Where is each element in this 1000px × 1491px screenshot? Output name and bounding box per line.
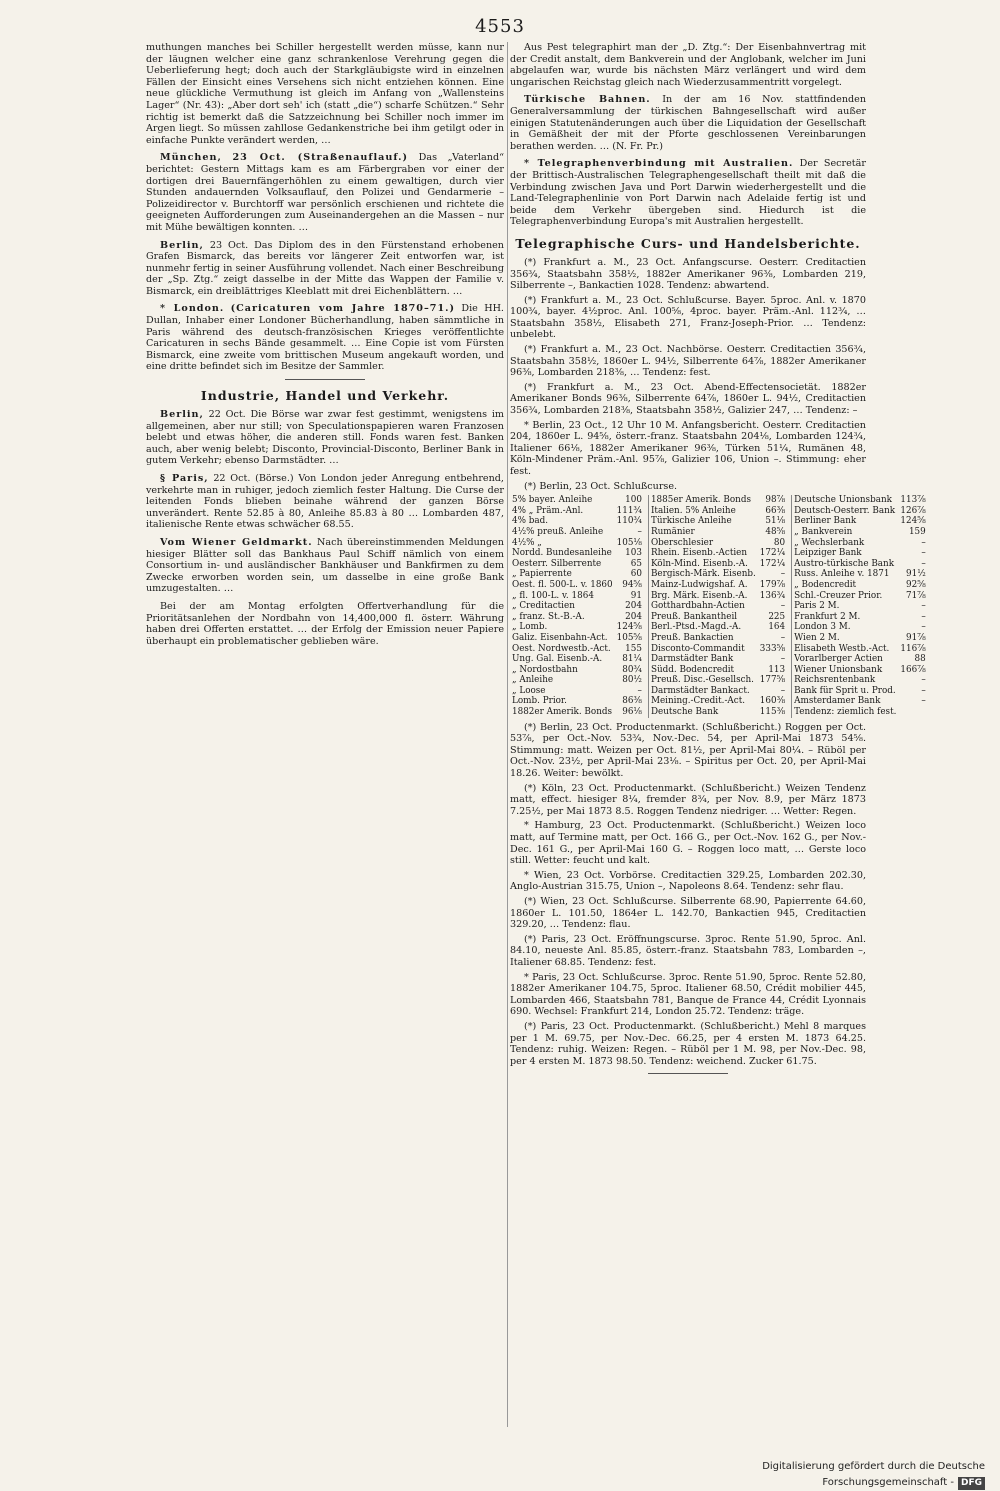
table-cell-value: 124⅝ (900, 516, 926, 527)
report-wien-vorboerse: * Wien, 23 Oct. Vorbörse. Creditactien 329.25, Lombarden 202.30, Anglo-Austrian 315.75, Union –, Napoleons 8.64. Tendenz: sehr flau. (510, 869, 866, 893)
article-paris (146, 473, 504, 531)
table-cell-value: 103 (615, 548, 649, 559)
table-cell-label: London 3 M. (794, 622, 851, 633)
table-cell-value: 159 (908, 526, 926, 537)
table-cell-value: – (921, 622, 926, 633)
article-berlin (146, 240, 504, 298)
table-cell-label: 1882er Amerik. Bonds (512, 707, 613, 718)
table-cell-value: 164 (758, 622, 792, 633)
table-row (510, 665, 928, 676)
table-cell-label: Oberschlesier (650, 537, 714, 548)
table-cell-value: 166⅞ (900, 664, 926, 675)
table-cell-value: 91⅞ (906, 632, 926, 643)
right-column (510, 42, 926, 1080)
table-row (510, 612, 928, 623)
table-cell-value: 60 (615, 569, 649, 580)
table-cell-label: Köln-Mind. Eisenb.-A. (650, 558, 748, 569)
report-berlin-anfang: * Berlin, 23 Oct., 12 Uhr 10 M. Anfangsbericht. Oesterr. Creditactien 204, 1860er L. 94⅝, österr.-franz. Staatsbahn 204⅛, Lombarden 124¾, Italiener 66⅛, 1882er Amerikaner 96⅜, Türken 51¼, Rumänen 48, Köln-Mindener Präm.-Anl. 95⅞, Galizier 106, Union –. Stimmung: eher fest. (510, 419, 866, 477)
section-title-industrie: Industrie, Handel und Verkehr. (200, 388, 450, 404)
table-cell-value: 80 (758, 538, 792, 549)
table-row (510, 686, 928, 697)
article-prioritaet: Bei der am Montag erfolgten Offertverhandlung für die Prioritätsanlehen der Nordbahn von 14,400,000 fl. österr. Währung haben drei Offerten erstattet. … der Erfolg der Emission neuer Papiere überhaupt ein problematischer geblieben wäre. (146, 600, 504, 647)
table-cell-label: Gotthardbahn-Actien (650, 601, 745, 612)
table-cell-value: 113 (758, 665, 792, 676)
separator (285, 379, 365, 380)
table-cell-label: Meining.-Credit.-Act. (650, 696, 746, 707)
table-cell-label: „ Anleihe (512, 675, 554, 686)
table-cell-value: 126⅞ (900, 505, 926, 516)
section-title-telegraphisch: Telegraphische Curs- und Handelsberichte. (515, 235, 861, 251)
table-cell-value: – (758, 654, 792, 665)
table-cell-value: 179⅞ (758, 580, 792, 591)
table-cell-value: 94⅝ (615, 580, 649, 591)
table-cell-value: – (921, 685, 926, 696)
table-cell-label: Frankfurt 2 M. (794, 611, 861, 622)
table-cell-label: Preuß. Bankantheil (650, 611, 738, 622)
table-cell-value: 160⅜ (758, 696, 792, 707)
report-wien-schluss: (*) Wien, 23 Oct. Schlußcurse. Silberrente 68.90, Papierrente 64.60, 1860er L. 101.50, 1864er L. 142.70, Bankactien 945, Creditactien 329.20, … Tendenz: flau. (510, 895, 866, 931)
curs-table-body (510, 495, 928, 717)
table-cell-value: – (921, 611, 926, 622)
table-cell-label: Berliner Bank (794, 516, 857, 527)
article-london (146, 303, 504, 373)
table-cell-value (898, 707, 927, 718)
table-cell-label: Rumänier (650, 526, 695, 537)
end-separator (648, 1073, 728, 1074)
table-row (510, 601, 928, 612)
table-cell-value: – (758, 569, 792, 580)
table-cell-value: 65 (615, 559, 649, 570)
table-cell-label: Paris 2 M. (794, 601, 840, 612)
article-wiener-geldmarkt (146, 537, 504, 595)
table-cell-label: Nordd. Bundesanleihe (512, 548, 612, 559)
table-row (510, 707, 928, 718)
article-telegraphenverbindung (510, 158, 866, 228)
table-cell-value: 96⅛ (615, 707, 649, 718)
table-cell-label: 4½% preuß. Anleihe (512, 526, 604, 537)
table-cell-value: 172¼ (758, 548, 792, 559)
table-row (510, 675, 928, 686)
table-cell-value: 105⅛ (615, 538, 649, 549)
table-cell-label: „ franz. St.-B.-A. (512, 611, 585, 622)
table-cell-label: Darmstädter Bank (650, 654, 734, 665)
table-cell-label: Galiz. Eisenbahn-Act. (512, 632, 608, 643)
subheading-london: (Caricaturen vom Jahre 1870–71.) (230, 303, 456, 315)
table-cell-value: 111¾ (615, 506, 649, 517)
subheading-muenchen: 23 Oct. (Straßenauflauf.) (232, 152, 409, 164)
text-muenchen: Das „Vaterland“ berichtet: Gestern Mittags kam es am Färbergraben vor einer der dortigen drei Bauernfängerhöhlen zu einem gewaltigen, durch vier Stunden andauernden Volksauflauf, den Polizei und Gendarmerie – Polizeidirector v. Burchtorff war persönlich erschienen und richtete die geeigneten Aufforderungen zum Auseinandergehen an die Massen – nur mit Mühe bewältigen konnten. … (146, 152, 504, 233)
table-cell-label: Oest. Nordwestb.-Act. (512, 643, 611, 654)
table-cell-label: Preuß. Bankactien (650, 632, 734, 643)
table-cell-label: 4% bad. (512, 516, 549, 527)
table-cell-label: Türkische Anleihe (650, 516, 732, 527)
table-cell-label: „ Loose (512, 685, 546, 696)
table-cell-label: Darmstädter Bankact. (650, 685, 750, 696)
heading-london: * London. (160, 303, 225, 315)
text-paris: 22 Oct. (Börse.) Von London jeder Anregung entbehrend, verkehrte man in ruhiger, jedoch ziemlich fester Haltung. Die Curse der leitenden Fonds blieben beinahe während der ganzen Börse unverändert. Rente 52.85 à 80, Anleihe 85.83 à 80 … Lombarden 487, italienische Rente etwas schwächer 68.55. (146, 473, 504, 531)
table-cell-label: Deutsch-Oesterr. Bank (794, 505, 896, 516)
table-cell-label: „ Lomb. (512, 622, 548, 633)
table-cell-label: Lomb. Prior. (512, 696, 567, 707)
table-cell-label: „ Creditactien (512, 601, 575, 612)
table-cell-value: 71⅞ (906, 590, 926, 601)
report-frankfurt-schluss: (*) Frankfurt a. M., 23 Oct. Schlußcurse. Bayer. 5proc. Anl. v. 1870 100¾, bayer. 4½proc. Anl. 100⅝, 4proc. bayer. Präm.-Anl. 112¾, … Staatsbahn 358½, Elisabeth 271, Franz-Joseph-Prior. … Tendenz: unbelebt. (510, 294, 866, 341)
table-cell-label: „ fl. 100-L. v. 1864 (512, 590, 594, 601)
table-row (510, 527, 928, 538)
article-muenchen (146, 152, 504, 233)
text-telegraphenverbindung: Der Secretär der Brittisch-Australischen Telegraphengesellschaft theilt mit daß die Verbindung zwischen Java und Port Darwin wiederhergestellt und die Land-Telegraphenlinie von Port Darwin nach Adelaide fertig ist und beide dem Verkehr übergeben sind. Hiedurch ist die Telegraphenverbindung Europa's mit Australien hergestellt. (510, 158, 866, 228)
table-cell-value: – (921, 675, 926, 686)
heading-wiener-geldmarkt: Vom Wiener Geldmarkt. (160, 536, 313, 548)
report-hamburg: * Hamburg, 23 Oct. Productenmarkt. (Schlußbericht.) Weizen loco matt, auf Termine matt, per Oct. 166 G., per Oct.-Nov. 162 G., per Nov.-Dec. 161 G., per April-Mai 160 G. – Roggen loco matt, … Gerste loco still. Wetter: feucht und kalt. (510, 820, 866, 867)
table-cell-value: 66⅜ (758, 506, 792, 517)
table-cell-value: 116⅞ (900, 643, 926, 654)
table-cell-value: 136¾ (758, 591, 792, 602)
table-cell-label: Oest. fl. 500-L. v. 1860 (512, 579, 613, 590)
heading-paris: § Paris, (160, 473, 209, 484)
table-cell-label: Ung. Gal. Eisenb.-A. (512, 654, 603, 665)
table-cell-label: Brg. Märk. Eisenb.-A. (650, 590, 748, 601)
column-divider (507, 42, 508, 1427)
table-cell-label: Wien 2 M. (794, 632, 840, 643)
table-cell-value: 124⅝ (615, 622, 649, 633)
table-cell-value: – (921, 601, 926, 612)
heading-berlin-boerse: Berlin, (160, 409, 204, 421)
article-berlin-boerse (146, 409, 504, 467)
text-london: Die HH. Dullan, Inhaber einer Londoner Bücherhandlung, haben sämmtliche in Paris während des deutsch-französischen Krieges veröffentlichte Caricaturen in sechs Bände gesammelt. … Eine Copie ist vom Fürsten Bismarck, eine zweite vom brittischen Museum angekauft worden, und eine dritte befindet sich im Besitze der Sammler. (146, 303, 504, 373)
table-cell-value: – (921, 558, 926, 569)
table-cell-label: Vorarlberger Actien (794, 654, 883, 665)
table-cell-label: Russ. Anleihe v. 1871 (794, 569, 890, 580)
heading-berlin: Berlin, (160, 239, 204, 251)
table-cell-label: Leipziger Bank (794, 548, 862, 559)
table-cell-label: Disconto-Commandit (650, 643, 745, 654)
report-paris-schluss: * Paris, 23 Oct. Schlußcurse. 3proc. Rente 51.90, 5proc. Rente 52.80, 1882er Amerikaner 104.75, 5proc. Italiener 68.50, Crédit mobilier 445, Lombarden 466, Staatsbahn 781, Banque de France 44, Crédit Lyonnais 690. Wechsel: Frankfurt 214, London 25.72. Tendenz: träge. (510, 971, 866, 1018)
table-cell-value: 91½ (906, 569, 926, 580)
text-tuerkische-bahnen: In der am 16 Nov. stattfindenden Generalversammlung der türkischen Bahngesellschaft wird außer einigen Statutenänderungen auch über die Liquidation der Gesellschaft in Gemäßheit der mit der Pforte geschlossenen Vereinbarungen berathen werden. … (N. Fr. Pr.) (510, 94, 866, 152)
page-number: 4553 (475, 16, 525, 37)
table-cell-label: 1885er Amerik. Bonds (650, 495, 751, 506)
table-cell-label: Deutsche Unionsbank (794, 495, 892, 506)
table-cell-value: 48⅝ (758, 527, 792, 538)
table-cell-value: 98⅞ (758, 495, 792, 506)
heading-muenchen: München, (160, 152, 222, 164)
table-row (510, 495, 928, 506)
table-cell-label: Mainz-Ludwigshaf. A. (650, 579, 748, 590)
table-cell-label: Bergisch-Märk. Eisenb. (650, 569, 756, 580)
table-cell-value: 88 (914, 654, 926, 665)
table-cell-label: 4% „ Präm.-Anl. (512, 505, 584, 516)
table-row (510, 506, 928, 517)
table-cell-value: 172¼ (758, 559, 792, 570)
table-cell-value: 333⅝ (758, 644, 792, 655)
table-cell-value: – (921, 537, 926, 548)
berlin-table-heading: (*) Berlin, 23 Oct. Schlußcurse. (524, 480, 678, 492)
dfg-logo: DFG (958, 1477, 985, 1490)
table-row (510, 633, 928, 644)
text-berlin: 23 Oct. Das Diplom des in den Fürstenstand erhobenen Grafen Bismarck, das bereits vor längerer Zeit entworfen war, ist nunmehr fertig in seiner Ausführung vollendet. Nach einer Beschreibung der „Sp. Ztg.“ zeigt dasselbe in der Mitte das Wappen der Familie v. Bismarck, ein dreiblättriges Kleeblatt mit drei Eichenblättern. … (146, 239, 504, 297)
table-cell-value: 51⅛ (758, 516, 792, 527)
table-cell-value: 155 (615, 644, 649, 655)
report-paris-eroeffnung: (*) Paris, 23 Oct. Eröffnungscurse. 3proc. Rente 51.90, 5proc. Anl. 84.10, neueste Anl. 85.85, österr.-franz. Staatsbahn 783, Lombarden –, Italiener 68.85. Tendenz: fest. (510, 933, 866, 968)
article-tuerkische-bahnen (510, 94, 866, 152)
report-berlin-producten: (*) Berlin, 23 Oct. Productenmarkt. (Schlußbericht.) Roggen per Oct. 53⅞, per Oct.-Nov. 53¾, Nov.-Dec. 54, per April-Mai 1873 54⅝. Stimmung: matt. Weizen per Oct. 81½, per April-Mai 80¼. – Rüböl per Oct.-Nov. 23½, per April-Mai 23⅛. – Spiritus per Oct. 20, per April-Mai 18.26. Weiter: bewölkt. (510, 721, 866, 780)
table-row (510, 654, 928, 665)
table-cell-value: 225 (758, 612, 792, 623)
table-row (510, 622, 928, 633)
heading-tuerkische-bahnen: Türkische Bahnen. (524, 94, 651, 106)
table-cell-value: – (921, 548, 926, 559)
table-cell-label: Elisabeth Westb.-Act. (794, 643, 890, 654)
table-cell-label: Schl.-Creuzer Prior. (794, 590, 883, 601)
table-cell-label: „ Nordostbahn (512, 664, 578, 675)
digitization-footer (640, 1459, 985, 1488)
table-cell-value: 86⅜ (615, 696, 649, 707)
table-cell-label: Wiener Unionsbank (794, 664, 883, 675)
table-row (510, 580, 928, 591)
table-cell-label: „ Bankverein (794, 526, 853, 537)
berlin-curs-table (510, 495, 928, 717)
table-cell-value: 80½ (615, 675, 649, 686)
text-berlin-boerse: 22 Oct. Die Börse war zwar fest gestimmt, wenigstens im allgemeinen, aber nur still; von Speculationspapieren waren Franzosen belebt und etwas höher, die anderen still. Fonds waren fest. Banken auch, aber wenig belebt; Disconto, Provincial-Disconto, Berliner Bank in gutem Verkehr; ebenso Darmstädter. … (146, 409, 504, 467)
table-cell-value: 81¼ (615, 654, 649, 665)
table-row (510, 696, 928, 707)
table-cell-value: 115⅜ (758, 707, 792, 718)
table-cell-value: 80¾ (615, 665, 649, 676)
table-cell-value: – (615, 527, 649, 538)
table-cell-label: Reichsrentenbank (794, 675, 876, 686)
report-koeln: (*) Köln, 23 Oct. Productenmarkt. (Schlußbericht.) Weizen Tendenz matt, effect. hiesiger 8¼, fremder 8¾, per Nov. 8.9, per März 1873 7.25½, per Mai 1873 8.5. Roggen Tendenz niedriger. … Wetter: Regen. (510, 782, 866, 817)
table-row (510, 559, 928, 570)
table-cell-label: Preuß. Disc.-Gesellsch. (650, 675, 754, 686)
table-cell-label: Südd. Bodencredit (650, 664, 735, 675)
table-row (510, 548, 928, 559)
table-cell-label: Austro-türkische Bank (794, 558, 895, 569)
table-cell-label: Berl.-Ptsd.-Magd.-A. (650, 622, 742, 633)
table-cell-value: – (758, 633, 792, 644)
table-cell-value: – (921, 696, 926, 707)
table-row (510, 644, 928, 655)
left-column (146, 42, 504, 650)
report-paris-producten: (*) Paris, 23 Oct. Productenmarkt. (Schlußbericht.) Mehl 8 marques per 1 M. 69.75, per Nov.-Dec. 66.25, per 4 ersten M. 1873 64.25. Tendenz: ruhig. Weizen: Regen. – Rüböl per 1 M. 98, per Nov.-Dec. 98, per 4 ersten M. 1873 98.50. Tendenz: weichend. Zucker 61.75. (510, 1020, 866, 1067)
table-cell-label: 4½% „ (512, 537, 542, 548)
table-cell-label: 5% bayer. Anleihe (512, 495, 593, 506)
table-cell-label: Rhein. Eisenb.-Actien (650, 548, 748, 559)
report-frankfurt-anfang: (*) Frankfurt a. M., 23 Oct. Anfangscurse. Oesterr. Creditactien 356¾, Staatsbahn 358½, 1882er Amerikaner 96⅜, Lombarden 219, Silberrente –, Bankactien 1028. Tendenz: abwartend. (510, 256, 866, 292)
table-cell-label: Bank für Sprit u. Prod. (794, 685, 896, 696)
intro-text: muthungen manches bei Schiller hergestellt werden müsse, kann nur der läugnen welcher eine ganz schrankenlose Verehrung gegen die Ueberlieferung hegt; doch auch der Starkgläubigste wird in einzelnen Fällen der Einsicht eines Versehens sich nicht entziehen können. Eine neue glückliche Vermuthung ist gleich im Anfang von „Wallensteins Lager“ (Nr. 43): „Aber dort seh' ich (statt „die“) scharfe Schützen.“ Sehr richtig ist bemerkt daß die Satzzeichnung bei Schiller noch immer im Argen liegt. So müssen zahllose Gedankenstriche bei ihm getilgt oder in einfache Punkte verändert werden, … (146, 42, 504, 146)
table-cell-label: Tendenz: ziemlich fest. (794, 707, 897, 718)
table-cell-value: 92⅝ (906, 579, 926, 590)
table-cell-value: 91 (615, 591, 649, 602)
table-cell-label: Oesterr. Silberrente (512, 558, 602, 569)
table-row (510, 538, 928, 549)
table-cell-value: 204 (615, 612, 649, 623)
table-cell-value: 105⅝ (615, 633, 649, 644)
table-cell-value: 110¾ (615, 516, 649, 527)
table-cell-value: 113⅞ (900, 495, 926, 506)
report-frankfurt-abend: (*) Frankfurt a. M., 23 Oct. Abend-Effectensocietät. 1882er Amerikaner Bonds 96⅜, Silberrente 64⅞, 1860er L. 94½, Creditactien 356¾, Lombarden 218⅜, Staatsbahn 358½, Galizier 247, … Tendenz: – (510, 381, 866, 417)
table-cell-label: „ Wechslerbank (794, 537, 865, 548)
table-cell-value: 100 (615, 495, 649, 506)
article-pest: Aus Pest telegraphirt man der „D. Ztg.“: Der Eisenbahnvertrag mit der Credit anstalt, dem Bankverein und der Anglobank, welcher im Juni abgelaufen war, wurde bis nächsten März verlängert und wird dem ungarischen Reichstag gleich nach Wiederzusammentritt vorgelegt. (510, 42, 866, 88)
table-cell-label: „ Bodencredit (794, 579, 857, 590)
table-cell-label: Italien. 5% Anleihe (650, 505, 736, 516)
table-row (510, 569, 928, 580)
report-frankfurt-nachboerse: (*) Frankfurt a. M., 23 Oct. Nachbörse. Oesterr. Creditactien 356¾, Staatsbahn 358½, 1860er L. 94½, Silberrente 64⅞, 1882er Amerikaner 96⅜, Lombarden 218⅜, … Tendenz: fest. (510, 344, 866, 379)
table-row (510, 591, 928, 602)
table-cell-label: Amsterdamer Bank (794, 696, 881, 707)
table-cell-value: – (615, 686, 649, 697)
table-cell-value: 204 (615, 601, 649, 612)
footer-text: Digitalisierung gefördert durch die Deutsche Forschungsgemeinschaft - (762, 1461, 985, 1488)
table-cell-value: – (758, 686, 792, 697)
text-wiener-geldmarkt: Nach übereinstimmenden Meldungen hiesiger Blätter soll das Bankhaus Paul Schiff nämlich von einem Consortium in- und ausländischer Bankhäuser und Bankfirmen zu dem Zwecke erworben worden sein, um dasselbe in eine große Bank umzugestalten. … (146, 536, 504, 595)
table-row (510, 516, 928, 527)
table-cell-label: Deutsche Bank (650, 707, 719, 718)
table-cell-label: „ Papierrente (512, 569, 572, 580)
heading-telegraphenverbindung: * Telegraphenverbindung mit Australien. (524, 158, 794, 170)
table-cell-value: – (758, 601, 792, 612)
table-cell-value: 177⅝ (758, 675, 792, 686)
